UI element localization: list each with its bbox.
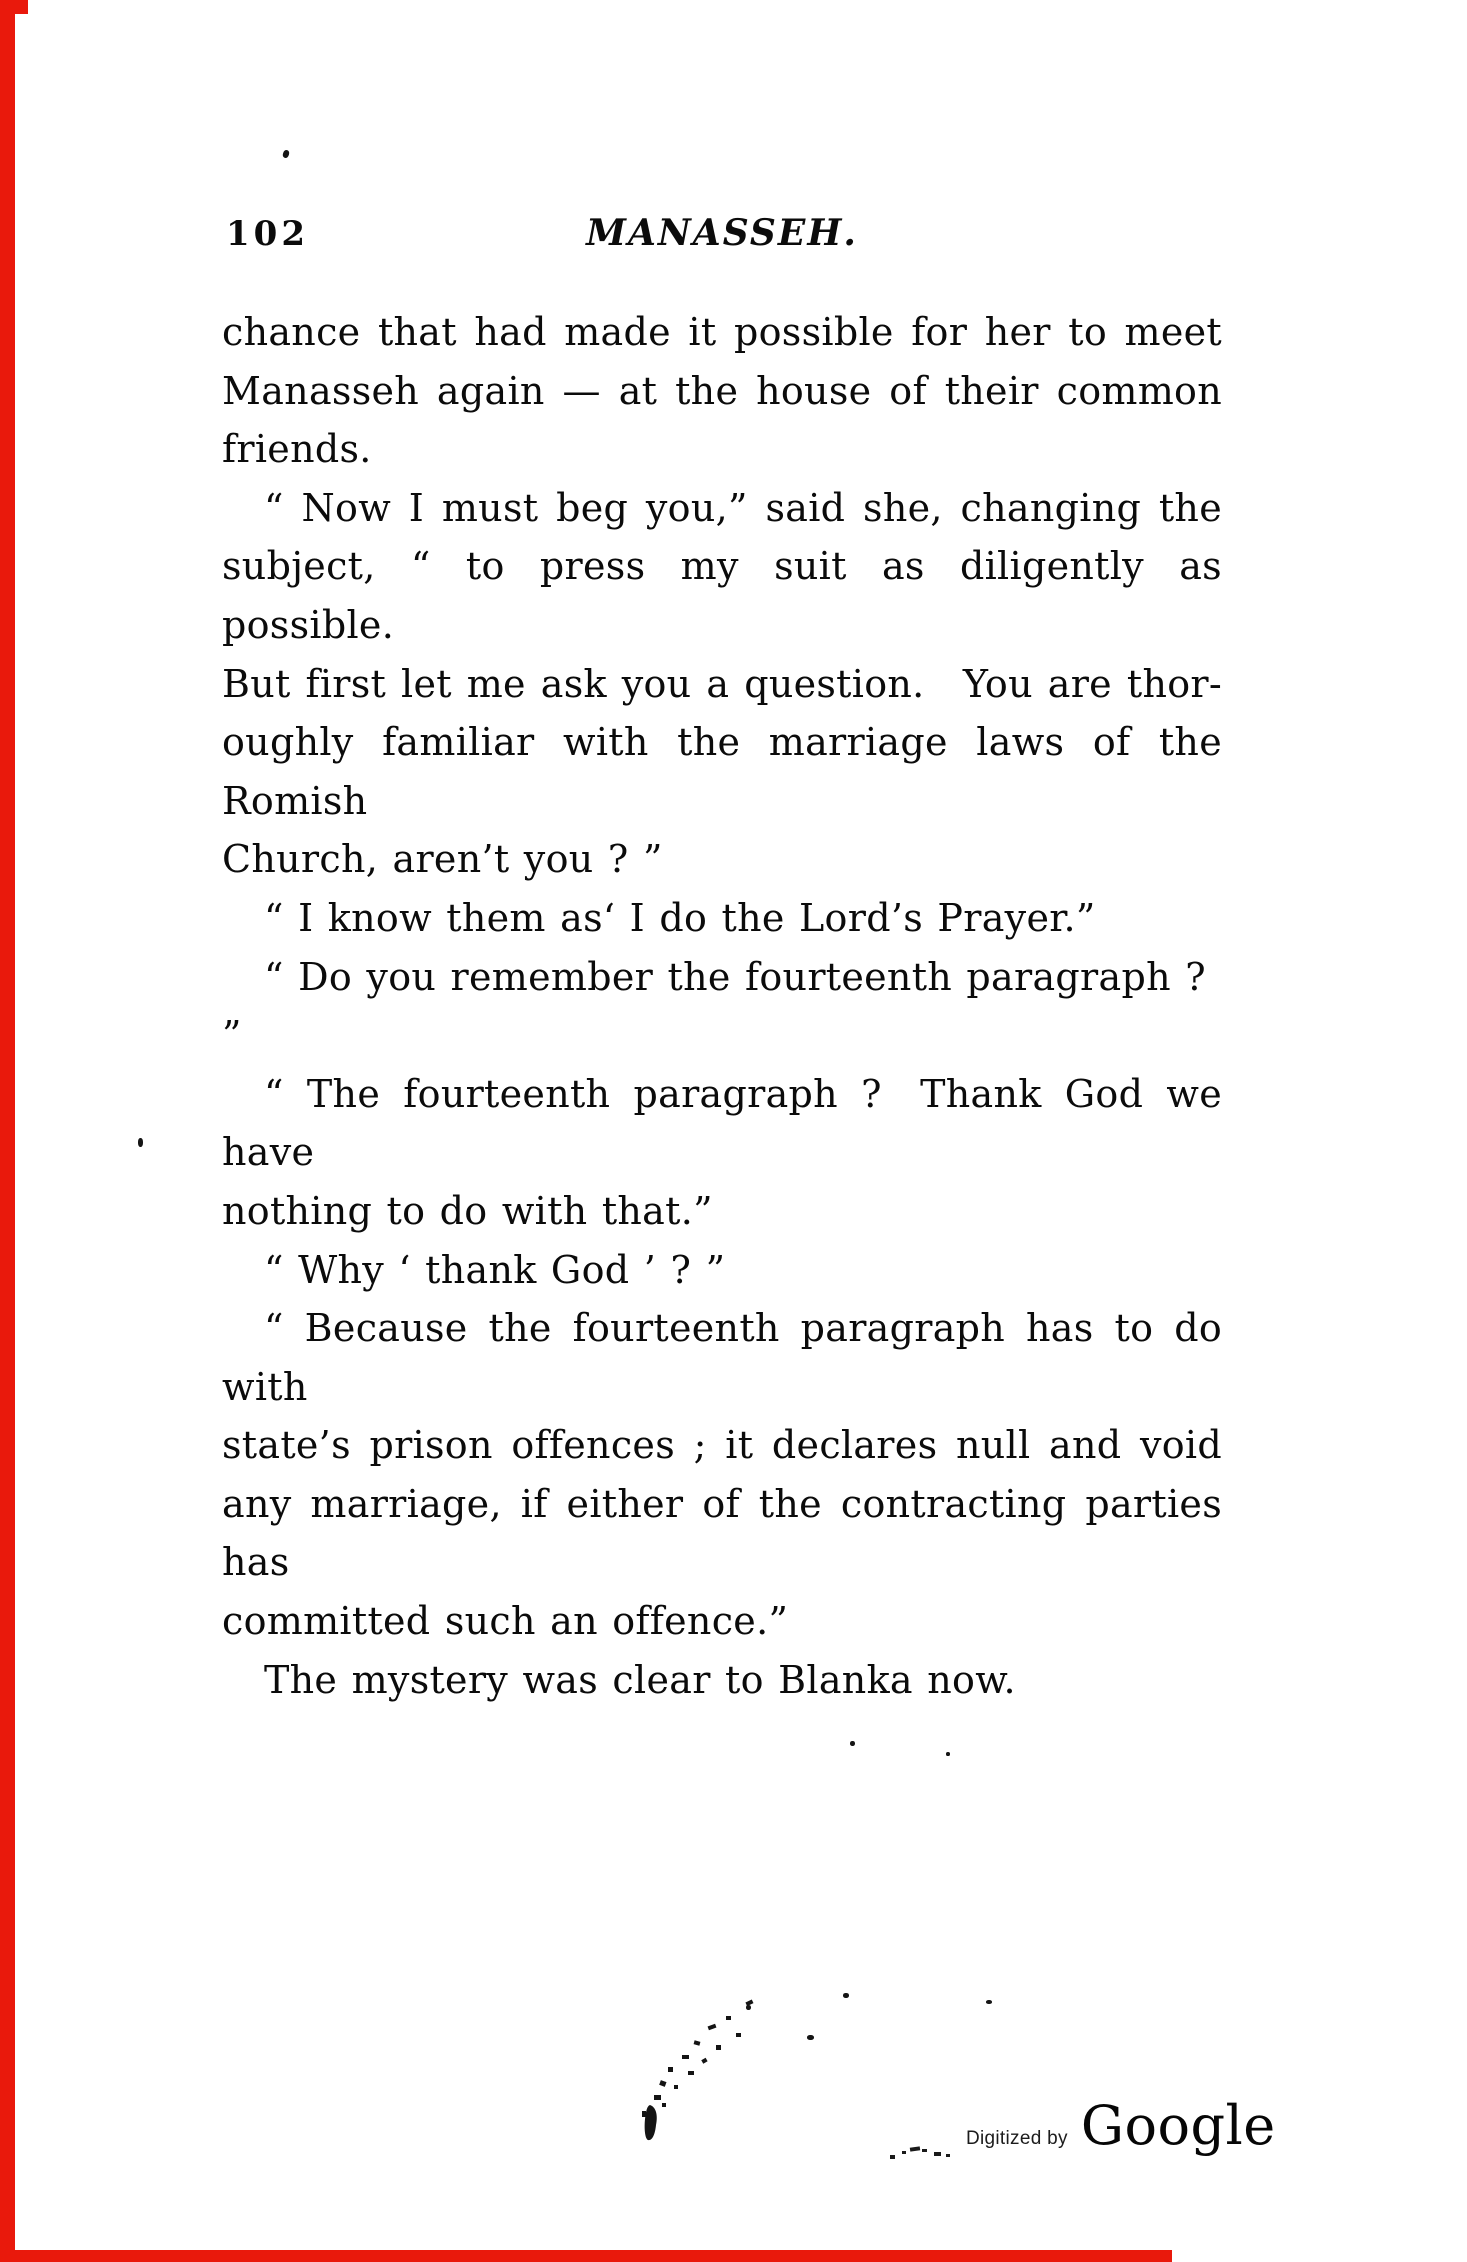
text-line: committed such an offence.” <box>222 1599 789 1644</box>
text-line: “ Because the fourteenth paragraph has to do with <box>222 1306 1222 1409</box>
watermark <box>966 2094 1276 2157</box>
ink-speck <box>850 1741 855 1746</box>
scan-edge-bottom-strip <box>8 2250 1172 2262</box>
digitized-by-label: Digitized by <box>966 2128 1068 2149</box>
text-line: “ Now I must beg you,” said she, changing the <box>264 485 1222 530</box>
text-line: subject, “ to press my suit as diligently as possible. <box>222 544 1222 647</box>
pen-flourish-mark <box>598 1983 788 2158</box>
ink-smudge-mark <box>888 2143 958 2165</box>
scan-edge-left-nub <box>0 0 28 14</box>
text-line: But first let me ask you a question. You are thor- <box>222 661 1222 706</box>
google-logo: Google <box>1080 2094 1276 2157</box>
running-title: MANASSEH. <box>586 212 858 254</box>
text-line: Church, aren’t you ? ” <box>222 837 663 882</box>
text-line: Manasseh again — at the house of their common <box>222 368 1222 413</box>
text-line: any marriage, if either of the contracting parties has <box>222 1481 1222 1585</box>
ink-speck <box>986 2000 992 2004</box>
page-number: 102 <box>226 214 309 254</box>
ink-speck <box>138 1138 143 1147</box>
text-line: The mystery was clear to Blanka now. <box>264 1657 1016 1702</box>
body-text-block <box>222 303 1222 1709</box>
ink-speck <box>282 149 290 158</box>
ink-speck <box>807 2035 814 2040</box>
text-line: “ Why ‘ thank God ’ ? ” <box>264 1247 726 1292</box>
text-line: oughly familiar with the marriage laws of the Romish <box>222 720 1222 823</box>
text-line: “ Do you remember the fourteenth paragraph ? ” <box>222 954 1206 1058</box>
text-line: friends. <box>222 427 372 472</box>
text-line: “ The fourteenth paragraph ? Thank God we have <box>222 1071 1222 1175</box>
text-line: state’s prison offences ; it declares null and void <box>222 1423 1222 1468</box>
ink-speck <box>946 1752 950 1756</box>
ink-speck <box>843 1993 849 1998</box>
scan-edge-left-strip <box>0 0 15 2262</box>
text-line: nothing to do with that.” <box>222 1188 713 1233</box>
text-line: “ I know them as‘ I do the Lord’s Prayer.” <box>264 895 1096 940</box>
text-line: chance that had made it possible for her to meet <box>222 310 1222 354</box>
